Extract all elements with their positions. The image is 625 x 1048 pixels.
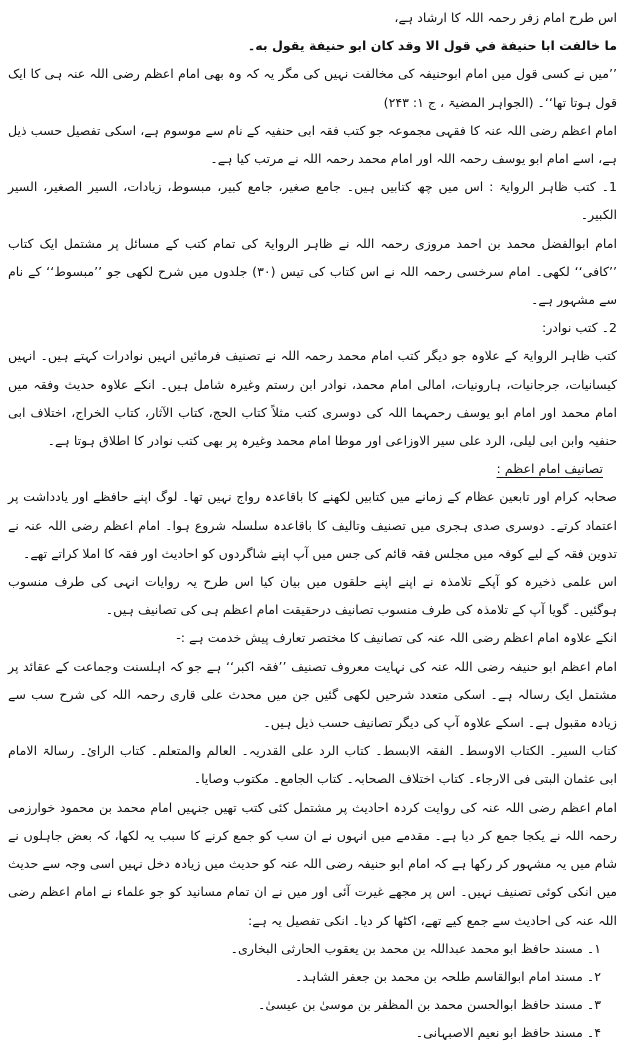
quote-translation: ’’میں نے کسی قول میں امام ابوحنیفہ کی مخالفت نہیں کی مگر یہ کہ وہ بھی امام اعظم رضی اللہ عنہ ہی کا ایک قول ہوتا تھا‘‘۔ (الجواہر المضیۃ ، ج ۱: ۲۴۳) <box>8 66 617 110</box>
paragraph: امام اعظم رضی اللہ عنہ کا فقہی مجموعہ جو کتب فقہ ابی حنفیہ کے نام سے موسوم ہے، اسکی تفصیل حسب ذیل ہے، اسے امام ابو یوسف رحمہ اللہ اور امام محمد رحمہ اللہ نے مرتب کیا ہے۔ <box>8 122 617 167</box>
paragraph: کتب ظاہر الروایۃ کے علاوہ جو دیگر کتب امام محمد رحمہ اللہ نے تصنیف فرمائیں انہیں نوادرات کہتے ہیں۔ انہیں کیسانیات، جرجانیات، ہارونیات، امالی امام محمد، نوادر ابن رستم وغیرہ شامل ہیں۔ انکے علاوہ حدیث وفقہ میں امام محمد اور امام ابو یوسف رحمہما اللہ کی دوسری کتب مثلاً کتاب الحج، کتاب الآثار، کتاب الخراج، اختلاف ابی حنفیہ وابن ابی لیلی، الرد علی سیر الاوزاعی اور موطا امام محمد وغیرہ پر بھی کتب نوادر کا اطلاق ہوتا ہے۔ <box>8 348 617 449</box>
list-item: ۱۔ مسند حافظ ابو محمد عبداللہ بن محمد بن یعقوب الحارثی البخاری۔ <box>230 940 601 956</box>
paragraph: 1۔ کتب ظاہر الروایۃ : اس میں چھ کتابیں ہیں۔ جامع صغیر، جامع کبیر، مبسوط، زیادات، السیر الصغیر، السیر الکبیر۔ <box>8 179 617 223</box>
paragraph: کتاب السیر۔ الکتاب الاوسط۔ الفقہ الابسط۔ کتاب الرد علی القدریہ۔ العالم والمتعلم۔ کتاب الرائ۔ رسالۃ الامام ابی عثمان البتی فی الارجاء۔ کتاب اختلاف الصحابہ۔ کتاب الجامع۔ مکتوب وصایا۔ <box>8 743 617 787</box>
intro-line: اس طرح امام زفر رحمہ اللہ کا ارشاد ہے، <box>394 10 617 25</box>
paragraph: امام ابوالفضل محمد بن احمد مروزی رحمہ اللہ نے ظاہر الروایۃ کی تمام کتب کے مسائل پر مشتمل ایک کتاب ’’کافی‘‘ لکھی۔ امام سرخسی رحمہ اللہ نے اس کتاب کی تیس (۳۰) جلدوں میں شرح لکھی جو ’’مبسوط‘‘ کے نام سے مشہور ہے۔ <box>8 235 617 308</box>
section-heading: تصانیف امام اعظم : <box>496 461 603 477</box>
paragraph: امام اعظم رضی اللہ عنہ کی روایت کردہ احادیث پر مشتمل کئی کتب تھیں جنہیں امام محمد بن محمود خوارزمی رحمہ اللہ نے یکجا جمع کر دیا ہے۔ مقدمے میں انہوں نے ان سب کو جمع کرنے کا سبب یہ لکھا، کہ بعض جاہلوں نے شام میں یہ مشہور کر رکھا ہے کہ امام ابو حنیفہ رضی اللہ عنہ کو حدیث میں زیادہ دخل نہیں اسی وجہ سے حدیث میں انکی کوئی تصنیف نہیں۔ اس پر مجھے غیرت آئی اور میں نے ان تمام مسانید کو جو علماء نے امام اعظم رضی اللہ عنہ کی احادیث سے جمع کیے تھے، اکٹھا کر دیا۔ انکی تفصیل یہ ہے: <box>8 799 617 928</box>
paragraph: اس علمی ذخیرہ کو آپکے تلامذہ نے اپنے اپنے حلقوں میں بیان کیا اس طرح یہ روایات انہی کی طرف منسوب ہوگئیں۔ گویا آپ کے تلامذہ کی طرف منسوب تصانیف درحقیقت امام اعظم ہی کی تصانیف ہیں۔ <box>8 574 617 618</box>
paragraph: صحابہ کرام اور تابعین عظام کے زمانے میں کتابیں لکھنے کا باقاعدہ رواج نہیں تھا۔ لوگ اپنے حافظے اور یادداشت پر اعتماد کرتے۔ دوسری صدی ہجری میں تصنیف وتالیف کا باقاعدہ سلسلہ شروع ہوا۔ امام اعظم رضی اللہ عنہ نے تدوین فقہ کے لیے کوفہ میں مجلس فقہ قائم کی جس میں آپ اپنے شاگردوں کو احادیث اور فقہ کا املا کراتے تھے۔ <box>8 489 617 561</box>
list-item: ۴۔ مسند حافظ ابو نعیم الاصبہانی۔ <box>415 1025 601 1041</box>
list-item: ۳۔ مسند حافظ ابوالحسن محمد بن المظفر بن موسیٰ بن عیسیٰ۔ <box>258 997 601 1013</box>
paragraph: امام اعظم ابو حنیفہ رضی اللہ عنہ کی نہایت معروف تصنیف ’’فقہ اکبر‘‘ ہے جو کہ اہلسنت وجماعت کے عقائد پر مشتمل ایک رسالہ ہے۔ اسکی متعدد شرحیں لکھی گئیں جن میں محدث علی قاری رحمہ اللہ کی شرح سب سے زیادہ مقبول ہے۔ اسکے علاوہ آپ کی دیگر تصانیف حسب ذیل ہیں۔ <box>8 658 617 731</box>
section-label: 2۔ کتب نوادر: <box>541 320 617 336</box>
list-item: ۲۔ مسند امام ابوالقاسم طلحہ بن محمد بن جعفر الشاہد۔ <box>294 968 601 984</box>
paragraph: انکے علاوہ امام اعظم رضی اللہ عنہ کی تصانیف کا مختصر تعارف پیش خدمت ہے :- <box>176 630 617 646</box>
arabic-quote: ما خالفت ابا حنيفة في قول الا وقد كان ابو حنيفة يقول به۔ <box>247 38 617 54</box>
